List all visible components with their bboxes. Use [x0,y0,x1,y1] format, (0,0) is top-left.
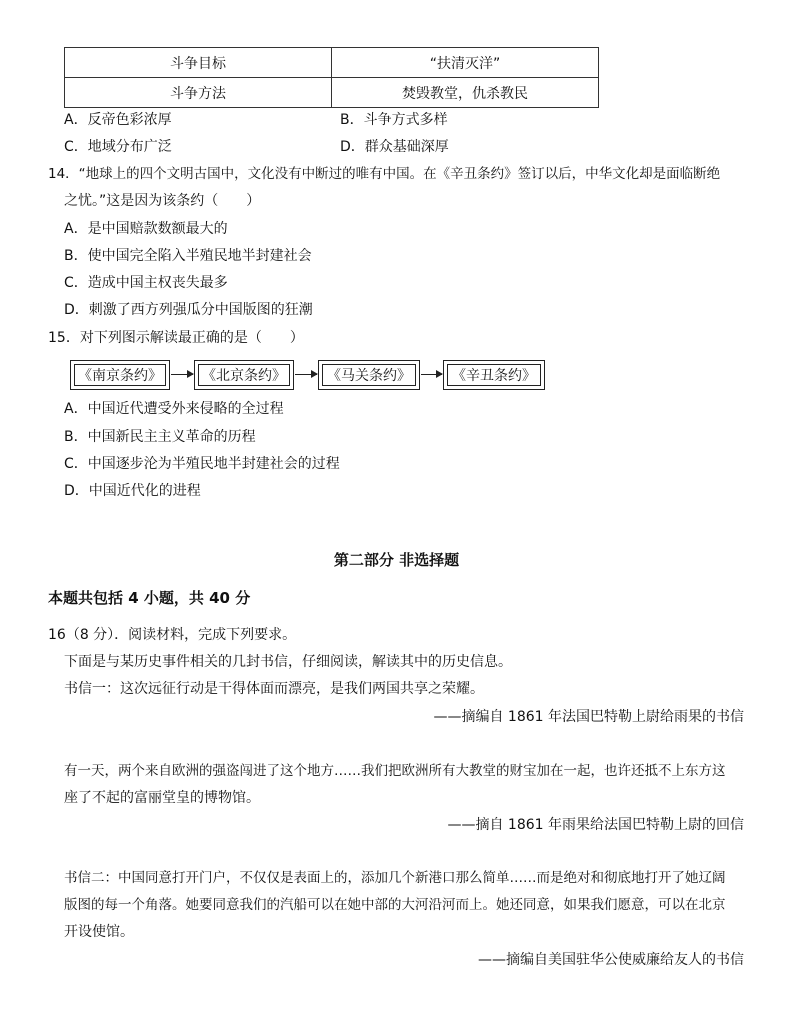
flow-box-label: 《辛丑条约》 [447,364,541,386]
letter2-text-line1: 书信二：中国同意打开门户，不仅仅是表面上的，添加几个新港口那么简单……而是绝对和彻底地打开了她辽阔 [64,870,726,886]
part2-subtitle: 本题共包括 4 小题，共 40 分 [48,589,251,607]
q13-option-c: C．地域分布广泛 [64,139,172,155]
flow-box-maguan [318,360,420,390]
reply-text-line1: 有一天，两个来自欧洲的强盗闯进了这个地方……我们把欧洲所有大教堂的财宝加在一起，也许还抵不上东方这 [64,763,726,779]
q14-option-d: D．刺激了西方列强瓜分中国版图的狂潮 [64,302,313,318]
q13-option-a: A．反帝色彩浓厚 [64,112,172,128]
q14-option-c: C．造成中国主权丧失最多 [64,275,228,291]
q15-option-c: C．中国逐步沦为半殖民地半封建社会的过程 [64,456,340,472]
flow-box-nanjing [70,360,170,390]
letter2-text-line2: 版图的每一个角落。她要同意我们的汽船可以在她中部的大河沿河而上。她还同意，如果我们愿意，可以在北京 [64,897,726,913]
arrow-right-icon [421,374,442,375]
letter1-source: ——摘编自 1861 年法国巴特勒上尉给雨果的书信 [433,709,744,725]
letter2-text-line3: 开设使馆。 [64,924,134,940]
q13-option-d: D．群众基础深厚 [340,139,449,155]
flow-box-beijing [194,360,294,390]
arrow-right-icon [295,374,317,375]
q14-option-a: A．是中国赔款数额最大的 [64,221,228,237]
q16-intro: 下面是与某历史事件相关的几封书信，仔细阅读，解读其中的历史信息。 [64,654,512,670]
letter1-text: 书信一：这次远征行动是干得体面而漂亮，是我们两国共享之荣耀。 [64,681,484,697]
q13-option-b: B．斗争方式多样 [340,112,448,128]
q14-stem-line2: 之忧。”这是因为该条约（ ） [64,193,261,209]
part2-title: 第二部分 非选择题 [333,551,460,569]
reply-text-line2: 座了不起的富丽堂皇的博物馆。 [64,790,260,806]
table-cell-label: 斗争目标 [65,48,332,78]
flow-box-xinchou [443,360,545,390]
q15-option-d: D．中国近代化的进程 [64,483,201,499]
q14-stem-line1: 14．“地球上的四个文明古国中，文化没有中断过的唯有中国。在《辛丑条约》签订以后，中华文化却是面临断绝 [48,166,721,182]
flow-box-label: 《北京条约》 [198,364,290,386]
question-13-table [64,47,599,108]
table-cell-value: “扶清灭洋” [332,48,599,78]
letter2-source: ——摘编自美国驻华公使威廉给友人的书信 [478,952,744,968]
arrow-right-icon [171,374,193,375]
flow-box-label: 《南京条约》 [74,364,166,386]
reply-source: ——摘自 1861 年雨果给法国巴特勒上尉的回信 [447,817,744,833]
table-cell-value: 焚毁教堂，仇杀教民 [332,78,599,108]
table-row [65,48,599,78]
table-row [65,78,599,108]
table-cell-label: 斗争方法 [65,78,332,108]
q14-option-b: B．使中国完全陷入半殖民地半封建社会 [64,248,312,264]
q15-option-b: B．中国新民主主义革命的历程 [64,429,256,445]
flow-box-label: 《马关条约》 [322,364,416,386]
q15-stem: 15．对下列图示解读最正确的是（ ） [48,330,304,346]
q16-stem: 16（8 分）．阅读材料，完成下列要求。 [48,627,297,643]
q15-option-a: A．中国近代遭受外来侵略的全过程 [64,401,284,417]
